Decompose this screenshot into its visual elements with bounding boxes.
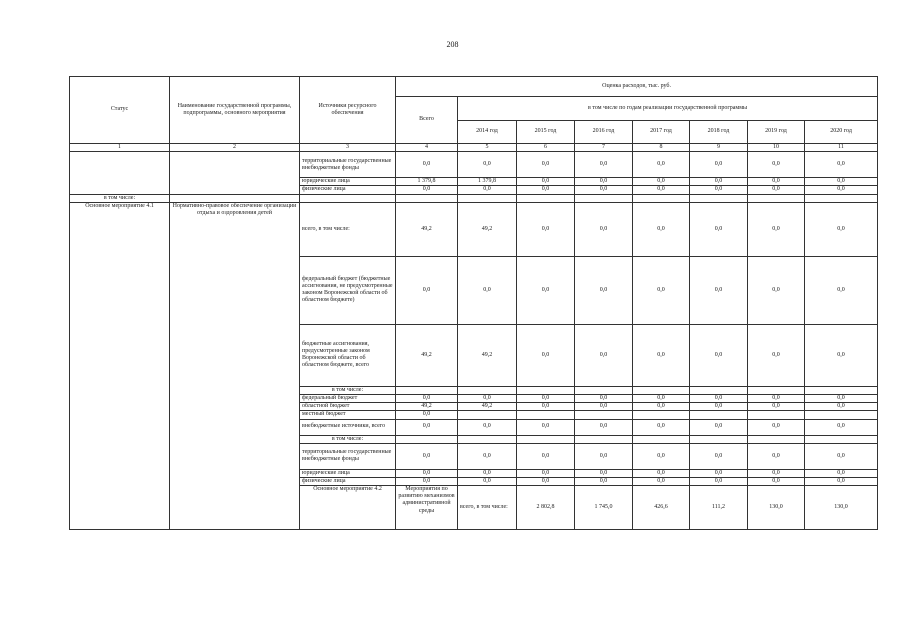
value-cell: 0,0: [805, 403, 878, 411]
value-cell: 0,0: [458, 186, 517, 194]
value-cell: 0,0: [458, 256, 517, 324]
header-resource-source: Источники ресурсного обеспечения: [300, 77, 396, 144]
value-cell: 0,0: [517, 469, 575, 477]
col-number: 11: [805, 144, 878, 152]
value-cell: 0,0: [575, 256, 633, 324]
value-cell: 1 379,8: [396, 178, 458, 186]
value-cell: 0,0: [575, 324, 633, 386]
value-cell: 0,0: [575, 477, 633, 485]
value-cell: 0,0: [690, 186, 748, 194]
value-cell: 49,2: [396, 202, 458, 256]
value-cell: 0,0: [690, 403, 748, 411]
value-cell: 0,0: [517, 419, 575, 435]
value-cell: 0,0: [575, 186, 633, 194]
status-cell: Основное мероприятие 4.2: [300, 486, 396, 530]
value-cell: 49,2: [458, 324, 517, 386]
value-cell: 0,0: [575, 443, 633, 469]
value-cell: 0,0: [458, 394, 517, 402]
col-number: 3: [300, 144, 396, 152]
col-number: 9: [690, 144, 748, 152]
value-cell: 0,0: [690, 443, 748, 469]
value-cell: 0,0: [805, 443, 878, 469]
value-cell: 0,0: [748, 469, 805, 477]
page-number: 208: [446, 40, 459, 49]
value-cell: 0,0: [517, 394, 575, 402]
value-cell: 1 745,0: [575, 486, 633, 530]
value-cell: 0,0: [633, 403, 690, 411]
table-row: [70, 152, 878, 178]
col-number: 7: [575, 144, 633, 152]
value-cell: 0,0: [633, 477, 690, 485]
value-cell: 111,2: [690, 486, 748, 530]
column-number-row: [70, 144, 878, 152]
header-year: 2016 год: [575, 121, 633, 144]
col-number: 10: [748, 144, 805, 152]
value-cell: 0,0: [748, 178, 805, 186]
subheading-cell: в том числе:: [300, 435, 396, 443]
budget-table: [69, 76, 878, 530]
value-cell: 0,0: [575, 152, 633, 178]
source-cell: областной бюджет: [300, 403, 396, 411]
value-cell: 0,0: [396, 443, 458, 469]
value-cell: 0,0: [517, 186, 575, 194]
value-cell: 0,0: [748, 202, 805, 256]
source-cell: юридические лица: [300, 178, 396, 186]
header-status: Статус: [70, 77, 170, 144]
value-cell: 0,0: [690, 394, 748, 402]
value-cell: 0,0: [396, 394, 458, 402]
value-cell: 0,0: [517, 202, 575, 256]
value-cell: 0,0: [748, 152, 805, 178]
value-cell: 0,0: [805, 324, 878, 386]
value-cell: 0,0: [690, 419, 748, 435]
source-cell: всего, в том числе:: [300, 202, 396, 256]
measure-name-cell: Мероприятия по развитию механизмов административной среды: [396, 486, 458, 530]
value-cell: 0,0: [805, 419, 878, 435]
subheading-cell: в том числе:: [300, 386, 396, 394]
value-cell: 0,0: [575, 469, 633, 477]
value-cell: 0,0: [805, 186, 878, 194]
value-cell: 0,0: [690, 202, 748, 256]
value-cell: 0,0: [748, 477, 805, 485]
value-cell: 0,0: [805, 178, 878, 186]
value-cell: 426,6: [633, 486, 690, 530]
col-number: 5: [458, 144, 517, 152]
value-cell: 0,0: [805, 256, 878, 324]
header-year: 2018 год: [690, 121, 748, 144]
value-cell: 0,0: [633, 186, 690, 194]
value-cell: 0,0: [805, 477, 878, 485]
value-cell: 0,0: [805, 152, 878, 178]
value-cell: 0,0: [396, 256, 458, 324]
value-cell: 0,0: [517, 256, 575, 324]
value-cell: 0,0: [748, 403, 805, 411]
value-cell: 0,0: [517, 178, 575, 186]
col-number: 1: [70, 144, 170, 152]
col-number: 4: [396, 144, 458, 152]
status-cell: Основное мероприятие 4.1: [70, 202, 170, 529]
source-cell: территориальные государственные внебюджетные фонды: [300, 443, 396, 469]
value-cell: 0,0: [748, 324, 805, 386]
source-cell: внебюджетные источники, всего: [300, 419, 396, 435]
value-cell: 0,0: [517, 403, 575, 411]
value-cell: 0,0: [690, 477, 748, 485]
value-cell: 130,0: [805, 486, 878, 530]
value-cell: 0,0: [690, 152, 748, 178]
value-cell: 0,0: [633, 394, 690, 402]
value-cell: 0,0: [690, 256, 748, 324]
value-cell: 0,0: [458, 419, 517, 435]
value-cell: 49,2: [396, 324, 458, 386]
value-cell: 0,0: [396, 419, 458, 435]
header-year: 2019 год: [748, 121, 805, 144]
value-cell: 0,0: [396, 469, 458, 477]
value-cell: 0,0: [805, 469, 878, 477]
value-cell: 0,0: [748, 394, 805, 402]
value-cell: 0,0: [805, 202, 878, 256]
value-cell: 1 379,8: [458, 178, 517, 186]
value-cell: 130,0: [748, 486, 805, 530]
value-cell: 0,0: [396, 411, 458, 419]
value-cell: 0,0: [748, 443, 805, 469]
value-cell: 0,0: [805, 394, 878, 402]
value-cell: 0,0: [458, 443, 517, 469]
measure-name-cell: Нормативно-правовое обеспечение организации отдыха и оздоровления детей: [170, 202, 300, 529]
value-cell: 49,2: [396, 403, 458, 411]
status-cell: в том числе:: [70, 194, 170, 202]
value-cell: 0,0: [633, 178, 690, 186]
value-cell: 0,0: [633, 152, 690, 178]
value-cell: 0,0: [396, 477, 458, 485]
source-cell: физические лица: [300, 477, 396, 485]
value-cell: 0,0: [575, 178, 633, 186]
table-row: [70, 202, 878, 256]
header-year: 2017 год: [633, 121, 690, 144]
value-cell: 0,0: [748, 256, 805, 324]
value-cell: 0,0: [575, 394, 633, 402]
header-year: 2020 год: [805, 121, 878, 144]
col-number: 8: [633, 144, 690, 152]
value-cell: 0,0: [633, 419, 690, 435]
value-cell: 0,0: [633, 324, 690, 386]
value-cell: 0,0: [633, 202, 690, 256]
table-row: [70, 194, 878, 202]
value-cell: 0,0: [517, 152, 575, 178]
value-cell: 0,0: [458, 477, 517, 485]
header-year: 2014 год: [458, 121, 517, 144]
value-cell: 0,0: [690, 469, 748, 477]
source-cell: всего, в том числе:: [458, 486, 517, 530]
value-cell: 0,0: [517, 324, 575, 386]
source-cell: федеральный бюджет (бюджетные ассигнования, не предусмотренные законом Воронежской области об областном бюджете): [300, 256, 396, 324]
source-cell: местный бюджет: [300, 411, 396, 419]
value-cell: 2 802,8: [517, 486, 575, 530]
value-cell: 0,0: [748, 419, 805, 435]
col-number: 2: [170, 144, 300, 152]
value-cell: 0,0: [396, 152, 458, 178]
header-cost-estimate: Оценка расходов, тыс. руб.: [396, 77, 878, 97]
header-total: Всего: [396, 97, 458, 144]
value-cell: 0,0: [633, 469, 690, 477]
header-program-name: Наименование государственной программы, подпрограммы, основного мероприятия: [170, 77, 300, 144]
source-cell: физические лица: [300, 186, 396, 194]
value-cell: 0,0: [633, 443, 690, 469]
source-cell: федеральный бюджет: [300, 394, 396, 402]
value-cell: 0,0: [575, 419, 633, 435]
source-cell: территориальные государственные внебюджетные фонды: [300, 152, 396, 178]
value-cell: 0,0: [575, 403, 633, 411]
value-cell: 0,0: [690, 324, 748, 386]
value-cell: 0,0: [517, 443, 575, 469]
value-cell: 0,0: [575, 202, 633, 256]
header-by-years: в том числе по годам реализации государственной программы: [458, 97, 878, 121]
col-number: 6: [517, 144, 575, 152]
value-cell: 0,0: [748, 186, 805, 194]
value-cell: 0,0: [690, 178, 748, 186]
header-year: 2015 год: [517, 121, 575, 144]
value-cell: 49,2: [458, 403, 517, 411]
value-cell: 0,0: [396, 186, 458, 194]
value-cell: 0,0: [517, 477, 575, 485]
source-cell: юридические лица: [300, 469, 396, 477]
value-cell: 49,2: [458, 202, 517, 256]
value-cell: 0,0: [458, 152, 517, 178]
value-cell: 0,0: [633, 256, 690, 324]
value-cell: 0,0: [458, 469, 517, 477]
source-cell: бюджетные ассигнования, предусмотренные законом Воронежской области об областном бюджете, всего: [300, 324, 396, 386]
